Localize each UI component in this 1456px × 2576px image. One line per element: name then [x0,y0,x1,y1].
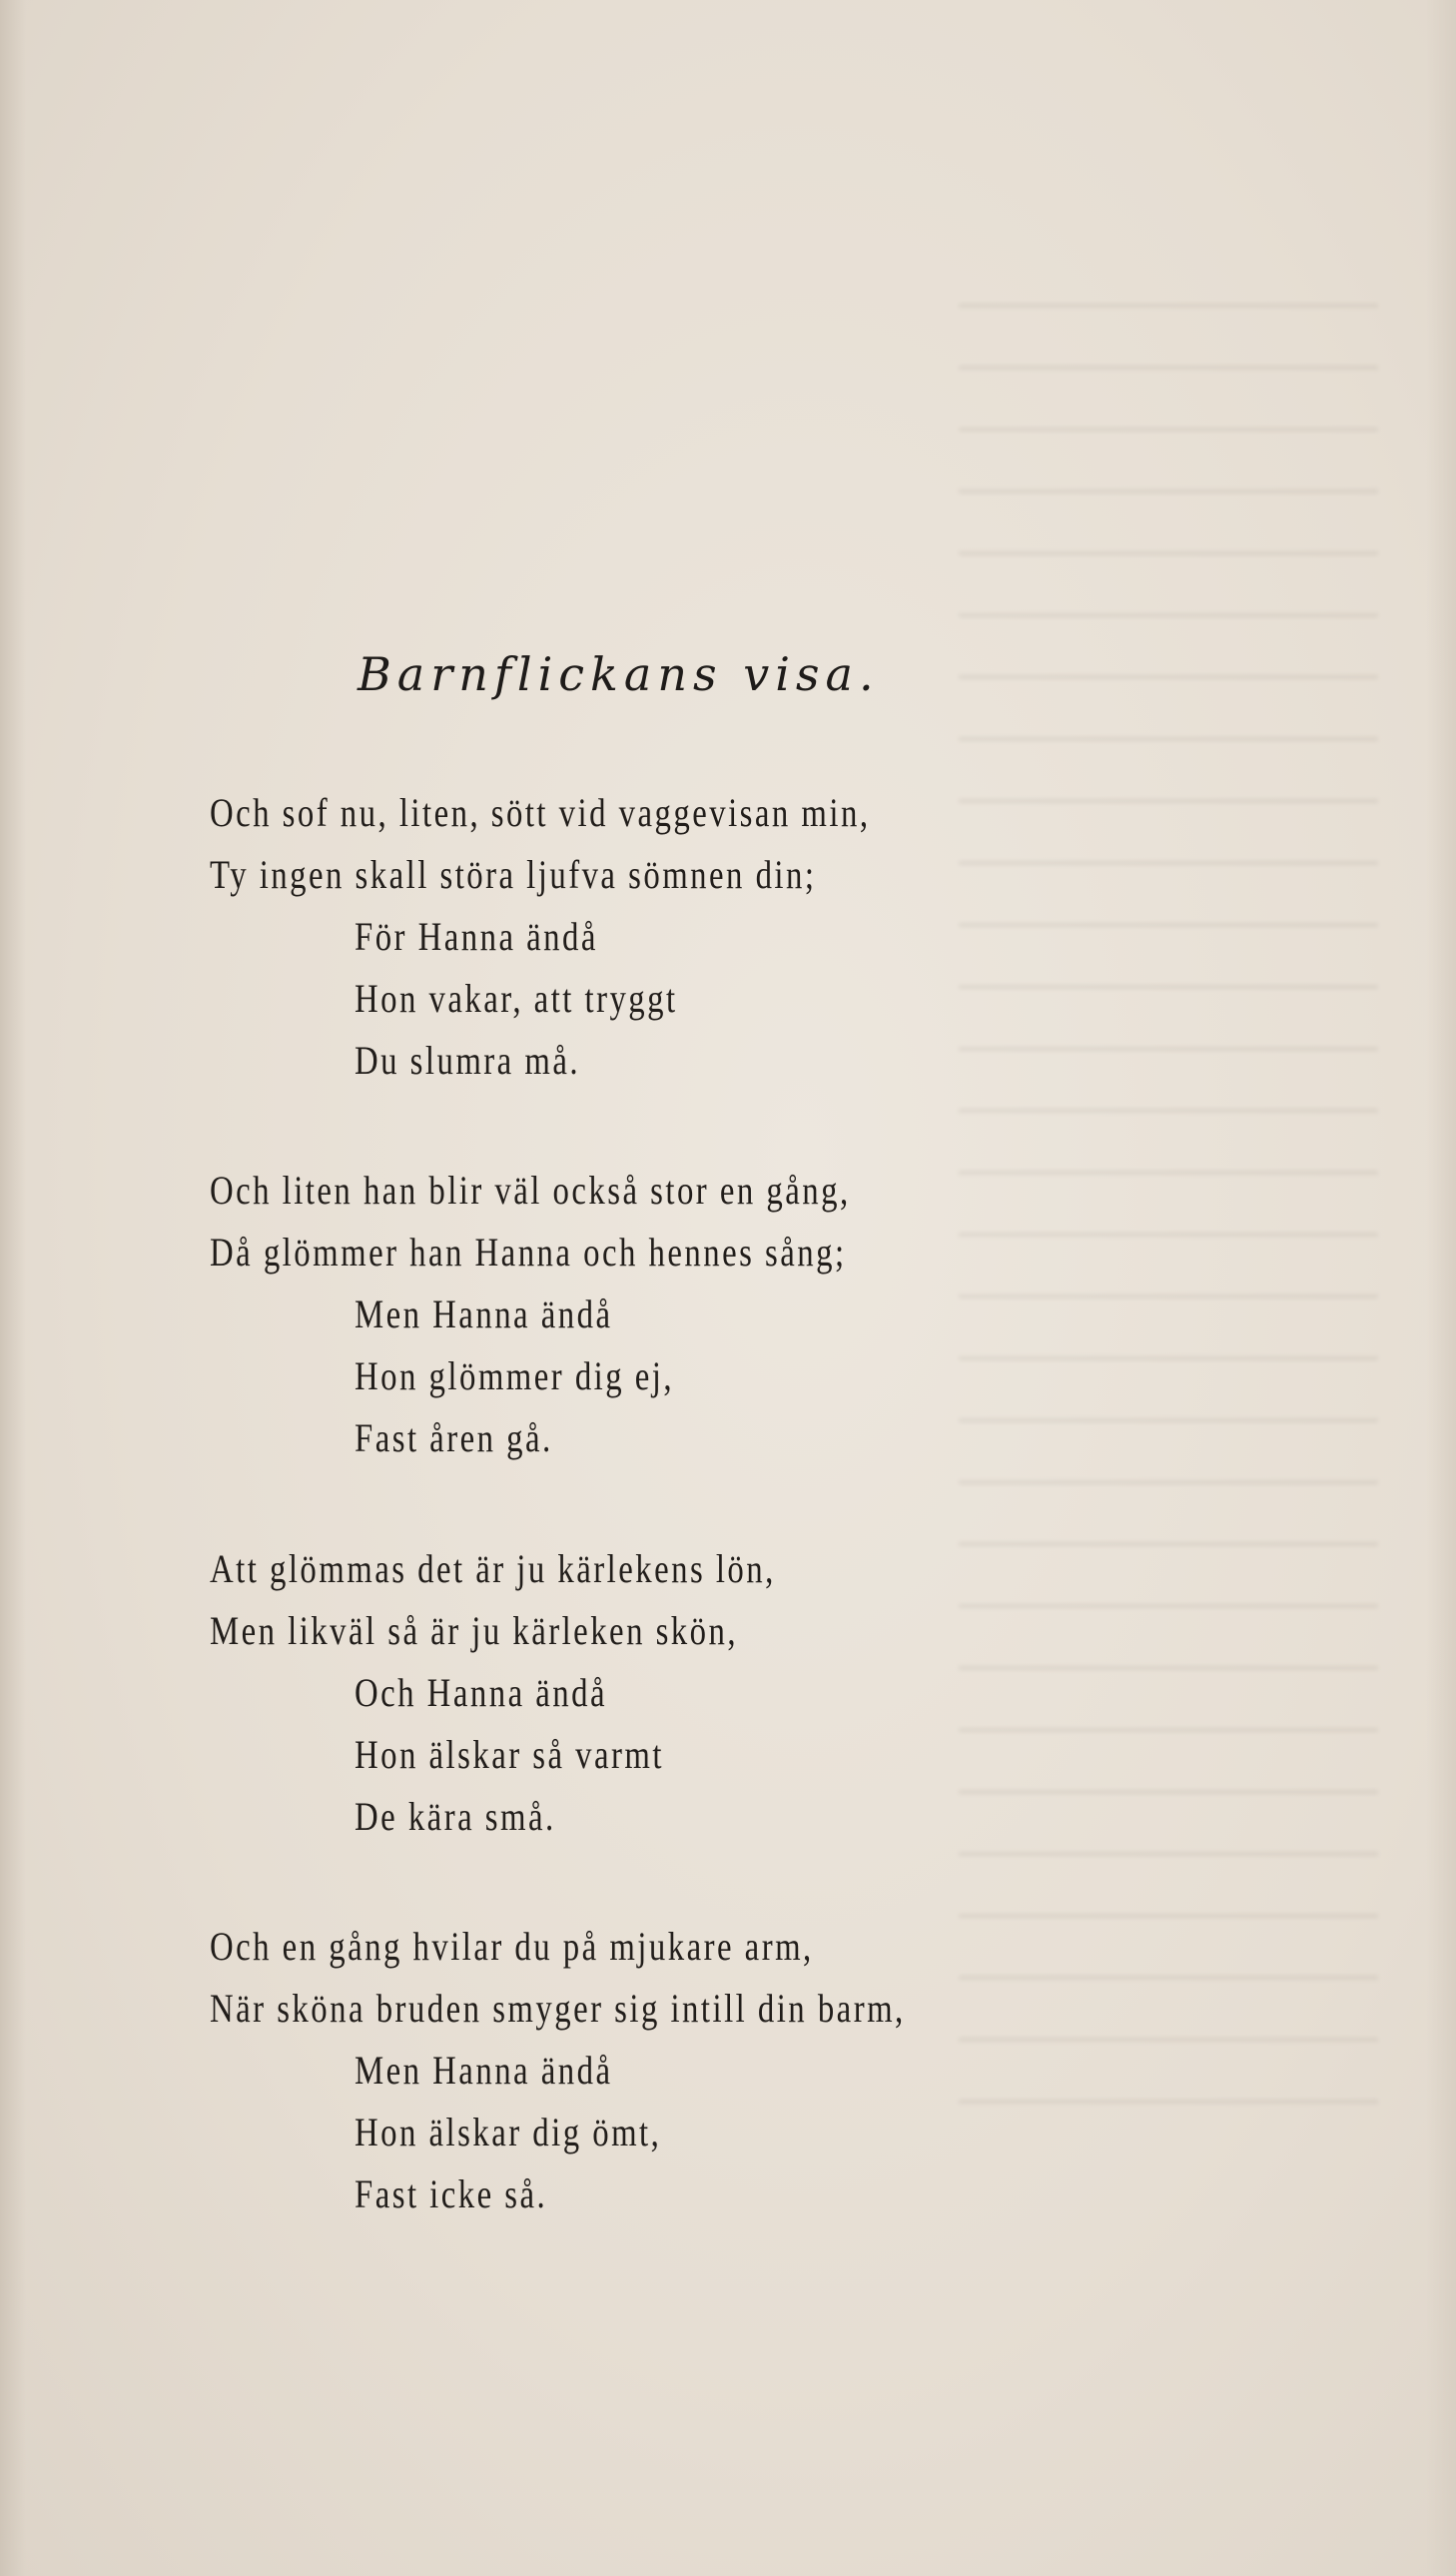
show-through-texture [959,260,1378,2157]
poem-line: När sköna bruden smyger sig intill din barm, [210,1986,906,2031]
poem-line: Ty ingen skall störa ljufva sömnen din; [210,852,817,897]
page-edge-left [0,0,26,2576]
poem-line: Då glömmer han Hanna och hennes sång; [210,1230,847,1275]
poem-line: För Hanna ändå [355,914,598,959]
poem-line: Och liten han blir väl också stor en gång, [210,1168,851,1213]
poem-line: Hon glömmer dig ej, [355,1353,675,1398]
poem-line: Hon älskar så varmt [355,1732,664,1777]
poem-line: Men Hanna ändå [355,1291,613,1336]
poem-line: Men likväl så är ju kärleken skön, [210,1608,739,1653]
poem-line: Fast icke så. [355,2171,548,2216]
poem-line: Fast åren gå. [355,1415,553,1460]
poem-line: Och Hanna ändå [355,1670,608,1715]
poem-line: Och en gång hvilar du på mjukare arm, [210,1924,814,1969]
poem-line: Hon vakar, att tryggt [355,976,678,1021]
poem-line: Att glömmas det är ju kärlekens lön, [210,1546,776,1591]
poem-line: Hon älskar dig ömt, [355,2110,662,2154]
poem-line: Du slumra må. [355,1038,581,1083]
poem-title: Barnflickans visa. [358,647,880,701]
poem-line: Men Hanna ändå [355,2048,613,2093]
poem-line: Och sof nu, liten, sött vid vaggevisan min, [210,790,871,835]
poem-line: De kära små. [355,1794,556,1839]
page-edge-right [1426,0,1456,2576]
